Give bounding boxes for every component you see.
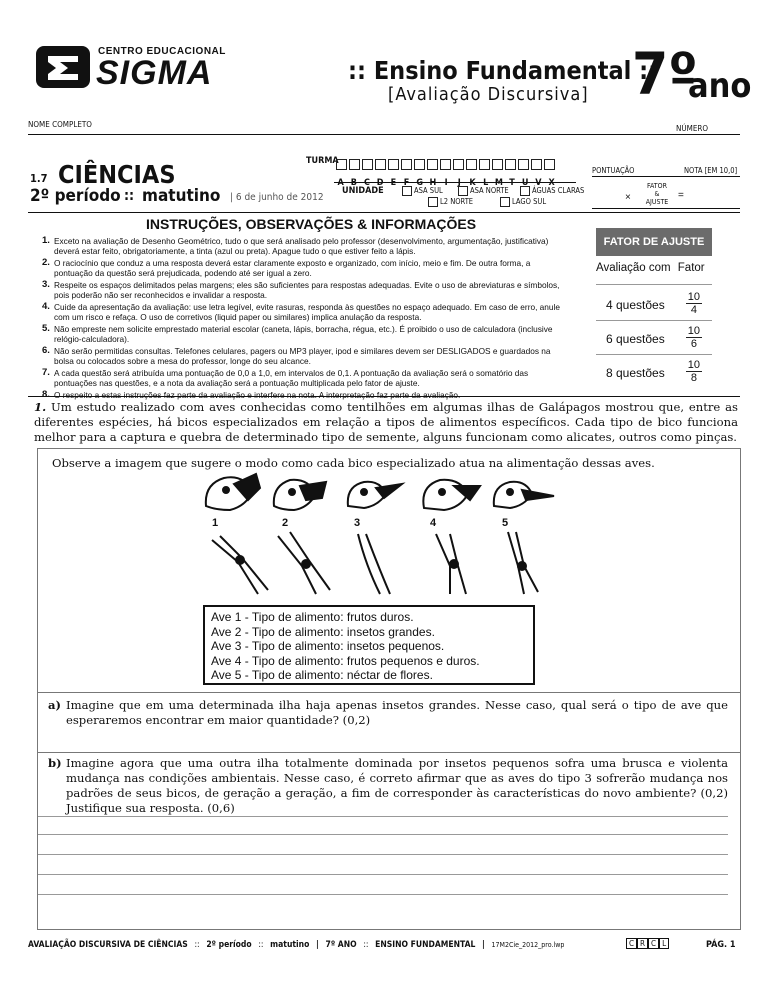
- pontuacao-input[interactable]: [592, 182, 622, 204]
- multiply-icon: ×: [625, 192, 631, 203]
- turma-box[interactable]: [453, 159, 464, 170]
- score-line: [592, 176, 740, 177]
- bird-head-1: [206, 474, 260, 510]
- fator-row: 6 questões $\frac{10}{6}$: [596, 322, 712, 355]
- instruction-item: 6. Não serão permitidas consultas. Telefones celulares, pagers ou MP3 player, ipod e similares devem ser DESLIGADOS e guardados na bolsa ou colocados sobre a mesa do professor, longe do seu alcance.: [42, 345, 551, 366]
- fig-num-5: 5: [502, 517, 509, 529]
- unidade-l2-norte[interactable]: L2 NORTE: [428, 197, 473, 207]
- bird-head-5: [494, 482, 554, 508]
- instruction-item: 2. O raciocínio que conduz a uma resposta deverá estar claramente exposto e organizado, com início, meio e fim. De outra forma, a pontuação da questão será prejudicada, podendo até ser igual a zero.: [42, 257, 531, 278]
- footer-title: AVALIAÇÃO DISCURSIVA DE CIÊNCIAS: [28, 940, 188, 950]
- score-bottom-line: [592, 208, 740, 209]
- item-b-label: b): [48, 756, 62, 770]
- fig-num-4: 4: [430, 517, 437, 529]
- item-b-text: Imagine agora que uma outra ilha totalmente dominada por insetos pequenos sofra uma brusca e violenta mudança nas condições ambientais. Nesse caso, é correto afirmar que as aves do tipo 3 sofrerão mudança nos padrões de seus bicos, de geração a geração, a fim de corresponder às características do novo ambiente? (0,2) Justifique sua resposta. (0,6): [66, 756, 728, 815]
- item-a-answer[interactable]: [48, 734, 728, 750]
- logo-main-text: SIGMA: [96, 54, 213, 92]
- question-number: 1.: [34, 400, 47, 414]
- page-number: PÁG. 1: [706, 940, 736, 950]
- turma-underline: [334, 182, 576, 183]
- item-a-text: Imagine que em uma determinada ilha haja apenas insetos grandes. Nesse caso, qual será o tipo de ave que esperaremos encontrar em maior quantidade? (0,2): [66, 698, 728, 727]
- question-intro-text: Um estudo realizado com aves conhecidas como tentilhões em algumas ilhas de Galápagos mostrou que, entre as diferentes espécies, há bicos especializados em relação a tipos de alimentos específicos. Cada tipo de bico funciona melhor para a captura e quebra de determinado tipo de semente, alguns funcionam como alicates, outros como pinças.: [34, 400, 739, 444]
- bird-head-4: [423, 480, 480, 510]
- item-a-divider: [37, 692, 741, 693]
- turma-box[interactable]: [505, 159, 516, 170]
- bird-head-2: [274, 480, 326, 510]
- pliers-tool-4: [436, 534, 466, 594]
- fig-num-2: 2: [282, 517, 289, 529]
- turma-box[interactable]: [440, 159, 451, 170]
- fator-col1: Avaliação com: [596, 262, 671, 274]
- pliers-tool-1: [212, 536, 268, 594]
- observe-text: Observe a imagem que sugere o modo como cada bico especializado atua na alimentação dessas aves.: [52, 456, 655, 470]
- fig-num-1: 1: [212, 517, 219, 529]
- legend-item: Ave 2 - Tipo de alimento: insetos grandes.: [211, 624, 435, 639]
- ajuste-label: AJUSTE: [645, 198, 669, 206]
- fig-num-3: 3: [354, 517, 361, 529]
- turma-box[interactable]: [414, 159, 425, 170]
- subject-code: 1.7: [30, 172, 48, 185]
- instructions-divider: [28, 396, 740, 397]
- turma-box[interactable]: [531, 159, 542, 170]
- page-title: :: Ensino Fundamental ::: [348, 56, 658, 85]
- instructions-title: INSTRUÇÕES, OBSERVAÇÕES & INFORMAÇÕES: [146, 216, 477, 232]
- item-b-divider: [37, 752, 741, 753]
- subject-sep: ::: [124, 188, 135, 204]
- turma-box[interactable]: [466, 159, 477, 170]
- sigma-logo: [34, 40, 234, 100]
- name-label: NOME COMPLETO: [28, 120, 92, 129]
- bird-head-3: [348, 482, 402, 508]
- nota-input[interactable]: [692, 182, 740, 204]
- fator-table: [596, 228, 712, 384]
- turma-box[interactable]: [375, 159, 386, 170]
- pontuacao-label: PONTUAÇÃO: [592, 166, 635, 175]
- unidade-label: UNIDADE: [342, 186, 384, 196]
- footer-boxes: C R C L: [626, 939, 669, 948]
- subject-shift: matutino: [142, 186, 221, 206]
- unidade-asa-sul[interactable]: ASA SUL: [402, 186, 443, 196]
- item-a-label: a): [48, 698, 61, 712]
- sigma-emblem-icon: [34, 44, 92, 90]
- turma-box[interactable]: [427, 159, 438, 170]
- pliers-tool-2: [278, 532, 330, 594]
- turma-box[interactable]: [479, 159, 490, 170]
- fator-col2: Fator: [677, 262, 705, 274]
- turma-box[interactable]: [362, 159, 373, 170]
- fator-row: 8 questões $\frac{10}{8}$: [606, 359, 700, 384]
- fator-row: 4 questões $\frac{10}{4}$: [596, 288, 712, 321]
- instructions-list: [42, 235, 566, 402]
- number-label: NÚMERO: [676, 124, 709, 133]
- page-subtitle: [Avaliação Discursiva]: [388, 84, 589, 105]
- turma-box[interactable]: [388, 159, 399, 170]
- item-b: [48, 756, 728, 816]
- nota-label: NOTA [EM 10,0]: [684, 166, 738, 175]
- turma-label: TURMA: [306, 156, 339, 166]
- footer: AVALIAÇÃO DISCURSIVA DE CIÊNCIAS :: 2º período :: matutino | 7º ANO :: ENSINO FUNDAMENTAL | 17M2Cie_2012_pro.lwp: [28, 940, 565, 950]
- logo-top-text: CENTRO EDUCACIONAL: [98, 46, 226, 57]
- fator-ajuste-box: [640, 182, 674, 206]
- subject-period: 2º período: [30, 186, 121, 206]
- instruction-item: 1. Exceto na avaliação de Desenho Geométrico, tudo o que será analisado pelo professor (desenvolvimento, argumentação, justificativa) deverá estar feito, obrigatoriamente, a tinta (azul ou preta). Apague tudo o que estiver feito a lápis.: [42, 235, 549, 256]
- legend-item: Ave 1 - Tipo de alimento: frutos duros.: [211, 610, 414, 624]
- beak-figure: [198, 470, 562, 598]
- legend-item: Ave 5 - Tipo de alimento: néctar de flores.: [211, 668, 433, 682]
- turma-letters: A B C D E F G H I J K L M T U V X: [337, 178, 555, 188]
- turma-box[interactable]: [518, 159, 529, 170]
- footer-code: 17M2Cie_2012_pro.lwp: [491, 941, 565, 949]
- item-a: [48, 698, 728, 728]
- fator-table-header: FATOR DE AJUSTE: [596, 228, 712, 256]
- instruction-item: 8. O respeito a estas instruções faz parte da avaliação e interfere na nota. A interpretação faz parte da avaliação.: [42, 389, 461, 400]
- fator-col-header: [596, 262, 712, 285]
- turma-box[interactable]: [349, 159, 360, 170]
- turma-box[interactable]: [336, 159, 347, 170]
- legend-item: Ave 3 - Tipo de alimento: insetos pequenos.: [211, 639, 445, 653]
- instruction-item: 5. Não empreste nem solicite emprestado material escolar (caneta, lápis, borracha, régua, etc.). É proibido o uso de calculadora (inclusive relógio-calculadora).: [42, 323, 553, 344]
- unidade-asa-norte[interactable]: ASA NORTE: [458, 186, 509, 196]
- subject-divider: [28, 212, 740, 213]
- fator-amp: &: [654, 190, 660, 198]
- grade-number: 7º: [632, 40, 698, 108]
- exam-date: | 6 de junho de 2012: [230, 192, 324, 203]
- fator-label: FATOR: [647, 182, 667, 190]
- legend-box: [203, 605, 535, 685]
- name-line: [28, 134, 740, 135]
- needle-pliers-tool-5: [508, 532, 538, 594]
- instruction-item: 4. Cuide da apresentação da avaliação: use letra legível, evite rasuras, responda às questões no espaço adequado. Em caso de erro, anule com um risco e refaça. O uso de corretivos (liquid paper ou similares) implica anulação da resposta.: [42, 301, 560, 322]
- turma-box[interactable]: [492, 159, 503, 170]
- tweezers-tool-3: [358, 534, 390, 594]
- instruction-item: 7. A cada questão será atribuída uma pontuação de 0,0 a 1,0, em intervalos de 0,1. A pontuação da avaliação será o somatório das pontuações nas questões, e a nota da avaliação será a pontuação multiplicada pelo fator de ajuste.: [42, 367, 529, 388]
- name-input[interactable]: [100, 112, 660, 132]
- subject-name: CIÊNCIAS: [58, 160, 176, 189]
- turma-box[interactable]: [401, 159, 412, 170]
- unidade-aguas-claras[interactable]: ÁGUAS CLARAS: [520, 186, 584, 196]
- equals-icon: =: [678, 190, 684, 201]
- legend-item: Ave 4 - Tipo de alimento: frutos pequenos e duros.: [211, 653, 480, 668]
- instruction-item: 3. Respeite os espaços delimitados pelas margens; eles são suficientes para respostas adequadas. Evite o uso de abreviaturas e símbolos, pois poderão não ser reconhecidos e invalidar a resposta.: [42, 279, 560, 300]
- question-intro: [34, 400, 738, 445]
- turma-box[interactable]: [544, 159, 555, 170]
- grade-word: ano: [688, 66, 752, 106]
- item-b-answer[interactable]: [40, 816, 738, 926]
- unidade-lago-sul[interactable]: LAGO SUL: [500, 197, 546, 207]
